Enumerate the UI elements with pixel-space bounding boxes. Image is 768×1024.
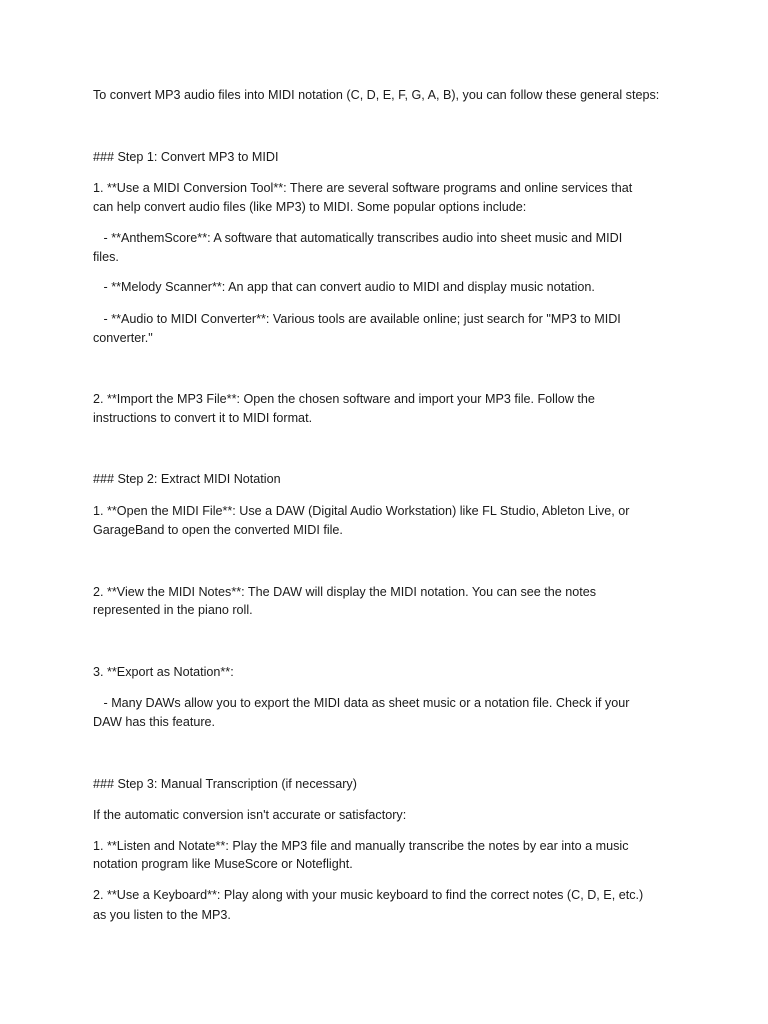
step2-item2-line2: represented in the piano roll. (93, 603, 253, 617)
intro-text: To convert MP3 audio files into MIDI notation (C, D, E, F, G, A, B), you can follow these general steps: (93, 88, 660, 102)
step2-heading: ### Step 2: Extract MIDI Notation (93, 472, 281, 486)
step3-heading: ### Step 3: Manual Transcription (if necessary) (93, 777, 357, 791)
step3-item1-line1: 1. **Listen and Notate**: Play the MP3 file and manually transcribe the notes by ear into a music (93, 839, 629, 853)
step1-item2-line2: instructions to convert it to MIDI format. (93, 411, 313, 425)
step3-item2-line1: 2. **Use a Keyboard**: Play along with your music keyboard to find the correct notes (C, D, E, etc.) (93, 888, 644, 902)
option-melody-scanner: - **Melody Scanner**: An app that can convert audio to MIDI and display music notation. (93, 280, 595, 294)
step1-item2-line1: 2. **Import the MP3 File**: Open the chosen software and import your MP3 file. Follow the (93, 392, 595, 406)
step3-intro: If the automatic conversion isn't accurate or satisfactory: (93, 808, 407, 822)
step2-item2-line1: 2. **View the MIDI Notes**: The DAW will display the MIDI notation. You can see the notes (93, 585, 597, 599)
step2-item3-sub-line2: DAW has this feature. (93, 715, 216, 729)
option-anthemscore-line2: files. (93, 250, 119, 264)
option-anthemscore-line1: - **AnthemScore**: A software that automatically transcribes audio into sheet music and MIDI (93, 231, 623, 245)
step2-item1-line2: GarageBand to open the converted MIDI file. (93, 523, 343, 537)
option-audio-to-midi-line2: converter." (93, 331, 153, 345)
step3-item2-line2: as you listen to the MP3. (93, 908, 231, 922)
step2-item1-line1: 1. **Open the MIDI File**: Use a DAW (Digital Audio Workstation) like FL Studio, Ableton Live, or (93, 504, 630, 518)
option-audio-to-midi-line1: - **Audio to MIDI Converter**: Various tools are available online; just search for "MP3 to MIDI (93, 312, 621, 326)
step1-heading: ### Step 1: Convert MP3 to MIDI (93, 150, 279, 164)
step3-item1-line2: notation program like MuseScore or Noteflight. (93, 857, 353, 871)
step2-item3-sub-line1: - Many DAWs allow you to export the MIDI data as sheet music or a notation file. Check if your (93, 696, 630, 710)
step1-item1-line2: can help convert audio files (like MP3) to MIDI. Some popular options include: (93, 200, 527, 214)
step2-item3: 3. **Export as Notation**: (93, 665, 234, 679)
step1-item1-line1: 1. **Use a MIDI Conversion Tool**: There are several software programs and online services that (93, 181, 633, 195)
